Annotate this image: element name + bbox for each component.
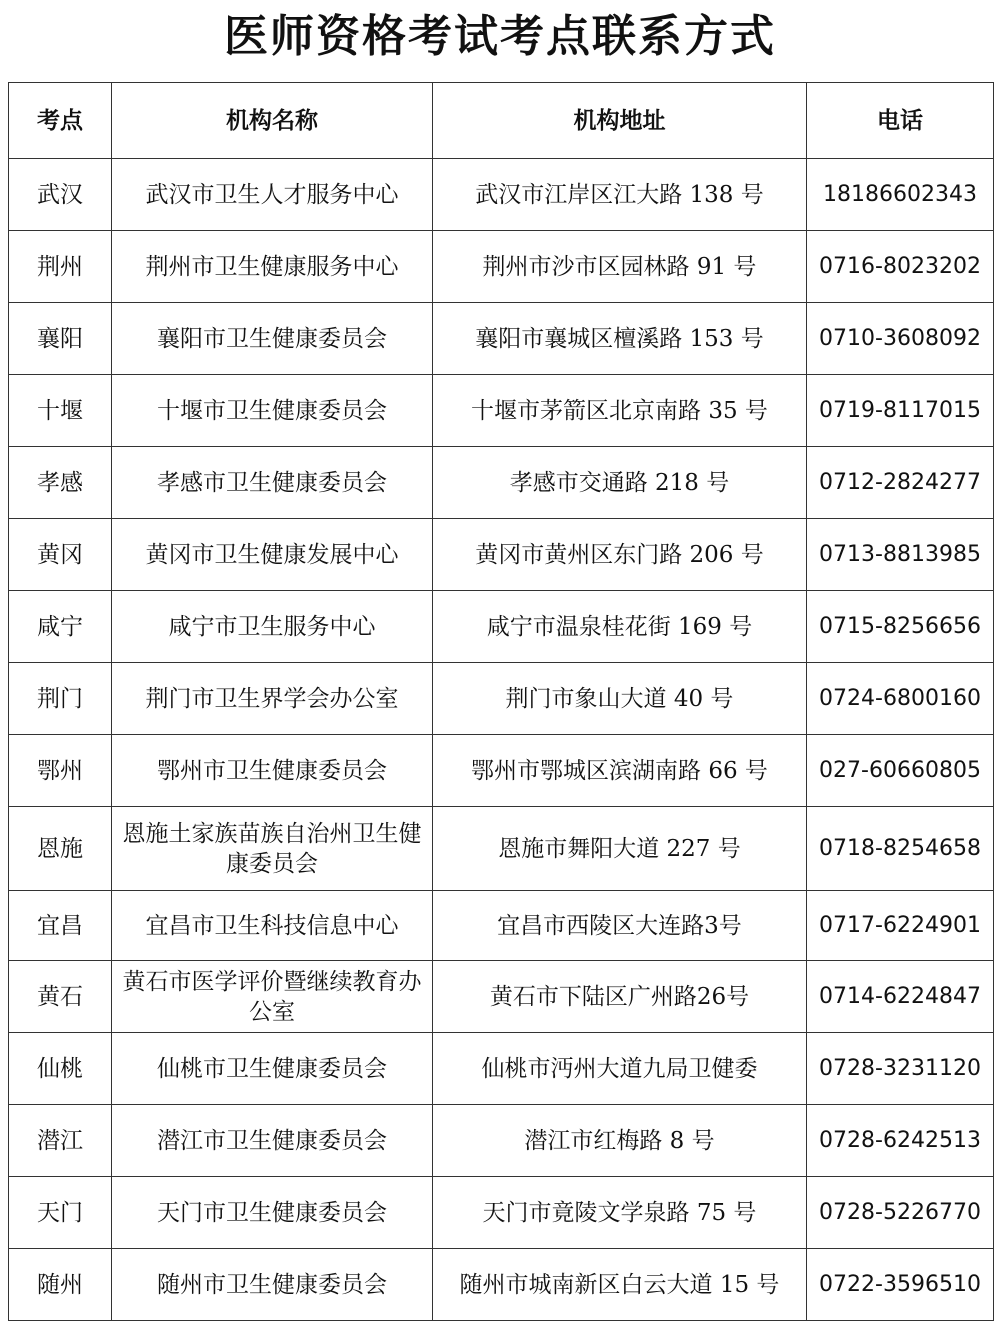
table-row [9, 961, 994, 1033]
address-cell: 黄冈市黄州区东门路 206 号 [433, 519, 807, 591]
org-cell: 咸宁市卫生服务中心 [112, 591, 433, 663]
table-row [9, 1177, 994, 1249]
column-header-site: 考点 [9, 83, 112, 159]
address-cell: 孝感市交通路 218 号 [433, 447, 807, 519]
site-cell: 天门 [9, 1177, 112, 1249]
phone-cell: 027-60660805 [807, 735, 994, 807]
table-row [9, 519, 994, 591]
phone-cell: 0710-3608092 [807, 303, 994, 375]
phone-cell: 0713-8813985 [807, 519, 994, 591]
site-cell: 宜昌 [9, 891, 112, 961]
site-cell: 十堰 [9, 375, 112, 447]
table-row [9, 1249, 994, 1321]
address-cell: 襄阳市襄城区檀溪路 153 号 [433, 303, 807, 375]
address-cell: 武汉市江岸区江大路 138 号 [433, 159, 807, 231]
contacts-table [8, 82, 994, 1321]
address-cell: 黄石市下陆区广州路26号 [433, 961, 807, 1033]
phone-cell: 0716-8023202 [807, 231, 994, 303]
org-cell: 鄂州市卫生健康委员会 [112, 735, 433, 807]
org-cell: 荆州市卫生健康服务中心 [112, 231, 433, 303]
table-row [9, 591, 994, 663]
site-cell: 荆州 [9, 231, 112, 303]
site-cell: 襄阳 [9, 303, 112, 375]
site-cell: 潜江 [9, 1105, 112, 1177]
table-header-row [9, 83, 994, 159]
site-cell: 恩施 [9, 807, 112, 891]
phone-cell: 0718-8254658 [807, 807, 994, 891]
phone-cell: 0728-5226770 [807, 1177, 994, 1249]
phone-cell: 18186602343 [807, 159, 994, 231]
org-cell: 随州市卫生健康委员会 [112, 1249, 433, 1321]
table-row [9, 231, 994, 303]
org-cell: 黄冈市卫生健康发展中心 [112, 519, 433, 591]
table-row [9, 375, 994, 447]
org-cell: 襄阳市卫生健康委员会 [112, 303, 433, 375]
org-cell: 恩施土家族苗族自治州卫生健康委员会 [112, 807, 433, 891]
address-cell: 鄂州市鄂城区滨湖南路 66 号 [433, 735, 807, 807]
table-row [9, 1033, 994, 1105]
site-cell: 鄂州 [9, 735, 112, 807]
column-header-org: 机构名称 [112, 83, 433, 159]
address-cell: 随州市城南新区白云大道 15 号 [433, 1249, 807, 1321]
org-cell: 潜江市卫生健康委员会 [112, 1105, 433, 1177]
address-cell: 咸宁市温泉桂花街 169 号 [433, 591, 807, 663]
phone-cell: 0728-6242513 [807, 1105, 994, 1177]
site-cell: 仙桃 [9, 1033, 112, 1105]
address-cell: 十堰市茅箭区北京南路 35 号 [433, 375, 807, 447]
table-row [9, 735, 994, 807]
org-cell: 荆门市卫生界学会办公室 [112, 663, 433, 735]
site-cell: 荆门 [9, 663, 112, 735]
site-cell: 黄石 [9, 961, 112, 1033]
address-cell: 潜江市红梅路 8 号 [433, 1105, 807, 1177]
phone-cell: 0712-2824277 [807, 447, 994, 519]
table-row [9, 891, 994, 961]
column-header-address: 机构地址 [433, 83, 807, 159]
phone-cell: 0715-8256656 [807, 591, 994, 663]
table-row [9, 1105, 994, 1177]
site-cell: 咸宁 [9, 591, 112, 663]
table-row [9, 807, 994, 891]
address-cell: 恩施市舞阳大道 227 号 [433, 807, 807, 891]
phone-cell: 0714-6224847 [807, 961, 994, 1033]
org-cell: 十堰市卫生健康委员会 [112, 375, 433, 447]
address-cell: 宜昌市西陵区大连路3号 [433, 891, 807, 961]
phone-cell: 0722-3596510 [807, 1249, 994, 1321]
org-cell: 黄石市医学评价暨继续教育办公室 [112, 961, 433, 1033]
table-row [9, 303, 994, 375]
address-cell: 天门市竟陵文学泉路 75 号 [433, 1177, 807, 1249]
org-cell: 仙桃市卫生健康委员会 [112, 1033, 433, 1105]
column-header-phone: 电话 [807, 83, 994, 159]
address-cell: 荆门市象山大道 40 号 [433, 663, 807, 735]
phone-cell: 0719-8117015 [807, 375, 994, 447]
phone-cell: 0717-6224901 [807, 891, 994, 961]
address-cell: 仙桃市沔州大道九局卫健委 [433, 1033, 807, 1105]
table-row [9, 447, 994, 519]
table-row [9, 159, 994, 231]
phone-cell: 0724-6800160 [807, 663, 994, 735]
site-cell: 武汉 [9, 159, 112, 231]
org-cell: 武汉市卫生人才服务中心 [112, 159, 433, 231]
org-cell: 天门市卫生健康委员会 [112, 1177, 433, 1249]
site-cell: 随州 [9, 1249, 112, 1321]
address-cell: 荆州市沙市区园林路 91 号 [433, 231, 807, 303]
table-row [9, 663, 994, 735]
page-title: 医师资格考试考点联系方式 [224, 11, 776, 62]
org-cell: 孝感市卫生健康委员会 [112, 447, 433, 519]
org-cell: 宜昌市卫生科技信息中心 [112, 891, 433, 961]
site-cell: 黄冈 [9, 519, 112, 591]
site-cell: 孝感 [9, 447, 112, 519]
phone-cell: 0728-3231120 [807, 1033, 994, 1105]
